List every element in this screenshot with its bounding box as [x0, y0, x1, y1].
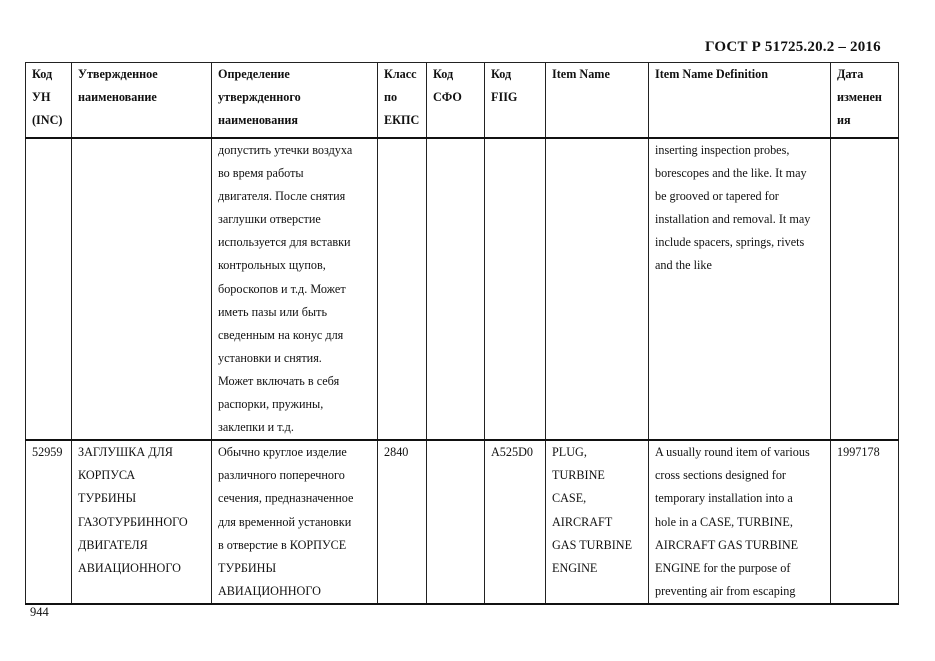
cell-definition-ru: допустить утечки воздуха во время работы двигателя. После снятия заглушки отверстие используется для вставки контрольных щупов, бороскопов и т.д. Может иметь пазы или быть сведенным на конус для установки и снятия. Может включать в себя распорки, пружины, заклепки и т.д.	[212, 138, 378, 440]
cell-definition-ru: Обычно круглое изделие различного поперечного сечения, предназначенное для временной установки в отверстие в КОРПУСЕ ТУРБИНЫ АВИАЦИОННОГО	[212, 440, 378, 604]
cell-inc-code	[26, 138, 72, 440]
header-change-date: Дата изменен ия	[831, 63, 899, 139]
cell-fiig-code: A525D0	[485, 440, 546, 604]
cell-sfo-code	[427, 440, 485, 604]
table-row	[26, 440, 899, 604]
cell-inc-code: 52959	[26, 440, 72, 604]
cell-fiig-code	[485, 138, 546, 440]
cell-sfo-code	[427, 138, 485, 440]
cell-ekps-class	[378, 138, 427, 440]
page-number: 944	[30, 605, 49, 619]
cell-item-name: PLUG, TURBINE CASE, AIRCRAFT GAS TURBINE ENGINE	[546, 440, 649, 604]
cell-approved-name	[72, 138, 212, 440]
header-approved-name: Утвержденное наименование	[72, 63, 212, 139]
header-item-name-definition: Item Name Definition	[649, 63, 831, 139]
table-header-row	[26, 63, 899, 139]
header-name-definition-ru: Определение утвержденного наименования	[212, 63, 378, 139]
cell-change-date: 1997178	[831, 440, 899, 604]
table-row	[26, 138, 899, 440]
header-inc-code: Код УН (INC)	[26, 63, 72, 139]
cell-item-definition: inserting inspection probes, borescopes and the like. It may be grooved or tapered for installation and removal. It may include spacers, springs, rivets and the like	[649, 138, 831, 440]
header-sfo-code: Код СФО	[427, 63, 485, 139]
cell-item-name	[546, 138, 649, 440]
catalog-table	[25, 62, 899, 605]
header-fiig-code: Код FIIG	[485, 63, 546, 139]
cell-ekps-class: 2840	[378, 440, 427, 604]
cell-item-definition: A usually round item of various cross sections designed for temporary installation into a hole in a CASE, TURBINE, AIRCRAFT GAS TURBINE ENGINE for the purpose of preventing air from escaping	[649, 440, 831, 604]
header-item-name: Item Name	[546, 63, 649, 139]
header-ekps-class: Класс по ЕКПС	[378, 63, 427, 139]
cell-change-date	[831, 138, 899, 440]
document-code: ГОСТ Р 51725.20.2 – 2016	[705, 39, 881, 55]
cell-approved-name: ЗАГЛУШКА ДЛЯ КОРПУСА ТУРБИНЫ ГАЗОТУРБИННОГО ДВИГАТЕЛЯ АВИАЦИОННОГО	[72, 440, 212, 604]
